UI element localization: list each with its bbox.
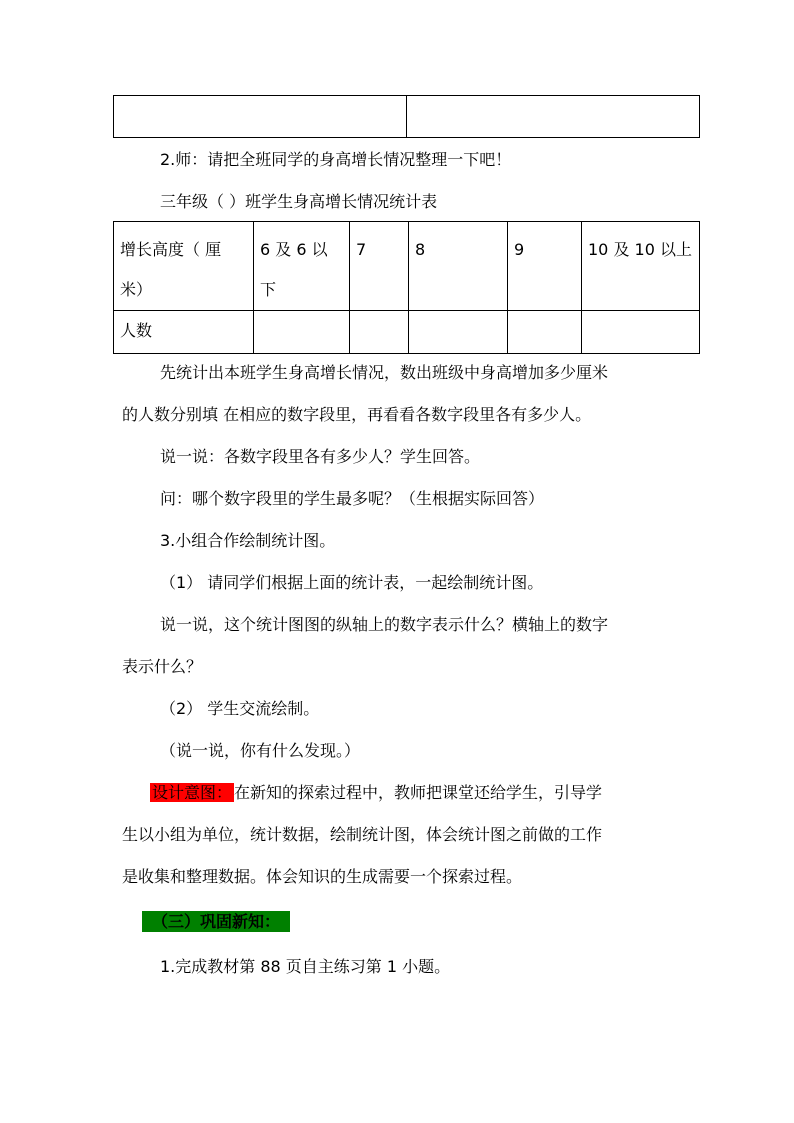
paragraph-axis-question-line1: 说一说，这个统计图图的纵轴上的数字表示什么？横轴上的数字 xyxy=(160,615,609,634)
table-title: 三年级（ ）班学生身高增长情况统计表 xyxy=(160,192,438,211)
top-empty-table xyxy=(113,95,700,138)
header-col-7: 7 xyxy=(350,222,409,311)
header-col-10-and-above: 10 及 10 以上 xyxy=(582,222,700,311)
header-label-line1: 增长高度（ 厘 xyxy=(120,240,222,259)
top-table-cell-left xyxy=(114,96,407,138)
count-cell-4 xyxy=(508,311,582,354)
count-cell-1 xyxy=(254,311,350,354)
design-intent-line3: 是收集和整理数据。体会知识的生成需要一个探索过程。 xyxy=(122,867,523,886)
header-col1-line1: 6 及 6 以 xyxy=(260,240,328,259)
header-col-9: 9 xyxy=(508,222,582,311)
paragraph-axis-question-line2: 表示什么？ xyxy=(122,657,203,676)
section-heading xyxy=(142,910,290,934)
design-intent-line2: 生以小组为单位，统计数据，绘制统计图，体会统计图之前做的工作 xyxy=(122,825,603,844)
header-col-8: 8 xyxy=(409,222,508,311)
design-intent-text-1: 在新知的探索过程中，教师把课堂还给学生，引导学 xyxy=(234,783,603,802)
count-cell-5 xyxy=(582,311,700,354)
paragraph-step-2: （2） 学生交流绘制。 xyxy=(160,699,320,718)
paragraph-teacher-instruction: 2.师：请把全班同学的身高增长情况整理一下吧！ xyxy=(160,150,512,169)
header-col1-line2: 下 xyxy=(260,280,277,299)
paragraph-step-1: （1） 请同学们根据上面的统计表，一起绘制统计图。 xyxy=(160,573,544,592)
paragraph-discuss: 说一说：各数字段里各有多少人？学生回答。 xyxy=(160,447,481,466)
design-intent-label: 设计意图： xyxy=(152,783,233,802)
paragraph-question: 问：哪个数字段里的学生最多呢？（生根据实际回答） xyxy=(160,489,545,508)
top-table-cell-right xyxy=(407,96,700,138)
section-heading-label: （三）巩固新知： xyxy=(142,911,290,932)
paragraph-count-line2: 的人数分别填 在相应的数字段里，再看看各数字段里各有多少人。 xyxy=(122,405,592,424)
count-cell-2 xyxy=(350,311,409,354)
paragraph-findings: （说一说，你有什么发现。） xyxy=(160,741,361,760)
header-col-6-and-below xyxy=(254,222,350,311)
count-cell-3 xyxy=(409,311,508,354)
height-growth-table xyxy=(113,221,700,354)
paragraph-exercise: 1.完成教材第 88 页自主练习第 1 小题。 xyxy=(160,957,451,976)
row-label-count: 人数 xyxy=(114,311,254,354)
paragraph-group-work: 3.小组合作绘制统计图。 xyxy=(160,531,336,550)
paragraph-count-line1: 先统计出本班学生身高增长情况，数出班级中身高增加多少厘米 xyxy=(160,363,609,382)
design-intent-line1 xyxy=(150,781,602,805)
header-label-cell xyxy=(114,222,254,311)
header-label-line2: 米） xyxy=(120,280,153,299)
